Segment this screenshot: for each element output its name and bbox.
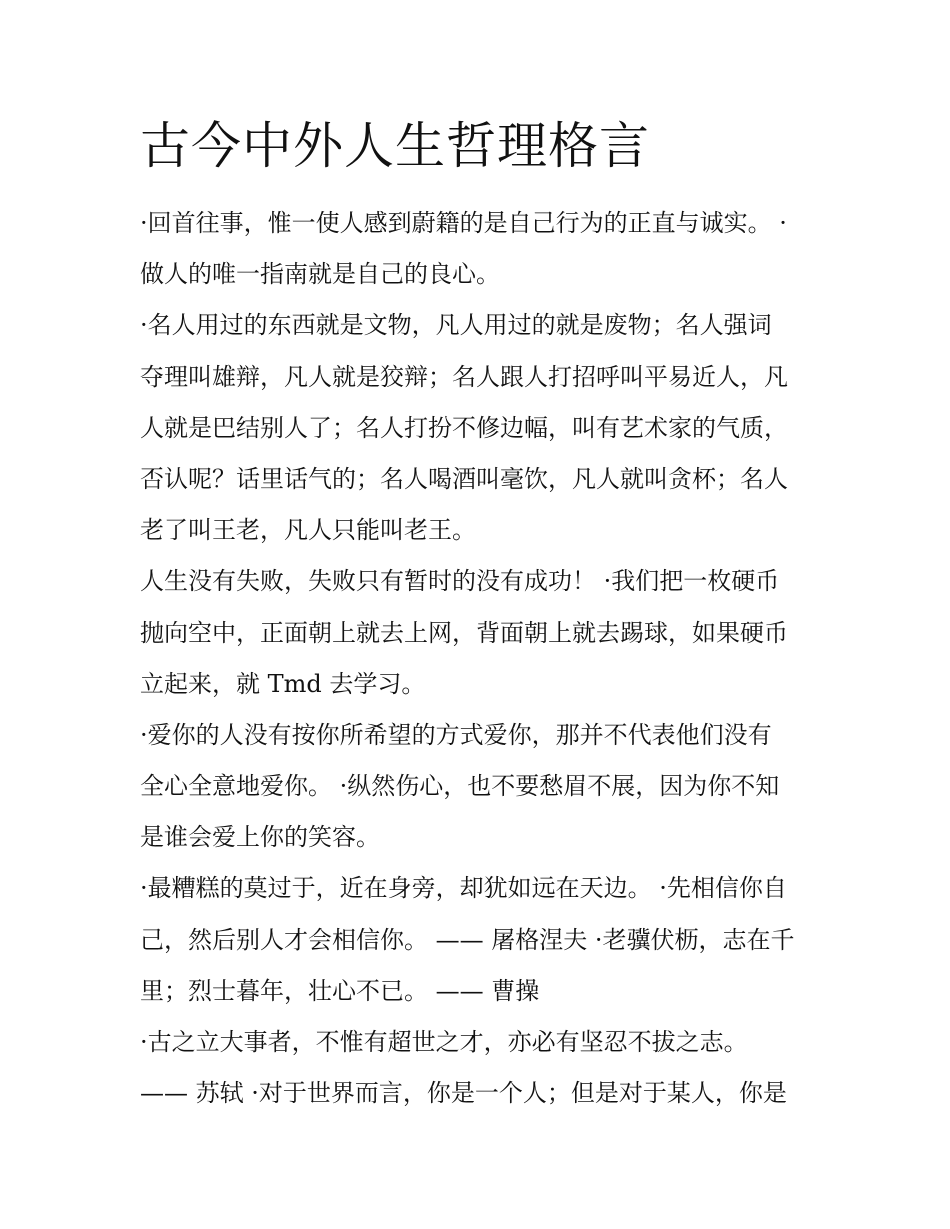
text-line: 全心全意地爱你。 ·纵然伤心，也不要愁眉不展，因为你不知 bbox=[140, 772, 780, 801]
document-title: 古今中外人生哲理格言 bbox=[140, 117, 650, 175]
text-line: 抛向空中，正面朝上就去上网，背面朝上就去踢球，如果硬币 bbox=[140, 618, 788, 647]
text-line: ·最糟糕的莫过于，近在身旁，却犹如远在天边。 ·先相信你自 bbox=[140, 874, 787, 903]
text-line: 老了叫王老，凡人只能叫老王。 bbox=[140, 516, 476, 545]
text-line: 己，然后别人才会相信你。 —— 屠格涅夫 ·老骥伏枥，志在千 bbox=[140, 925, 795, 954]
text-line: 里；烈士暮年，壮心不已。 —— 曹操 bbox=[140, 976, 540, 1005]
document-body bbox=[140, 198, 820, 1119]
text-line: ·爱你的人没有按你所希望的方式爱你，那并不代表他们没有 bbox=[140, 720, 772, 749]
text-line: 夺理叫雄辩，凡人就是狡辩；名人跟人打招呼叫平易近人，凡 bbox=[140, 362, 788, 391]
text-line: ·回首往事，惟一使人感到蔚籍的是自己行为的正直与诚实。 · bbox=[140, 209, 787, 237]
text-line: 立起来，就 Tmd 去学习。 bbox=[140, 669, 426, 698]
text-line: —— 苏轼 ·对于世界而言，你是一个人；但是对于某人，你是 bbox=[140, 1079, 787, 1108]
text-line: 否认呢？话里话气的；名人喝酒叫毫饮，凡人就叫贪杯；名人 bbox=[140, 464, 788, 493]
text-line: ·名人用过的东西就是文物，凡人用过的就是废物；名人强词 bbox=[140, 311, 772, 340]
text-line: 人生没有失败，失败只有暂时的没有成功！ ·我们把一枚硬币 bbox=[140, 567, 780, 596]
text-line: ·古之立大事者，不惟有超世之才，亦必有坚忍不拔之志。 bbox=[140, 1028, 748, 1056]
text-line: 是谁会爱上你的笑容。 bbox=[140, 823, 380, 852]
text-line: 人就是巴结别人了；名人打扮不修边幅，叫有艺术家的气质， bbox=[140, 413, 788, 442]
text-line: 做人的唯一指南就是自己的良心。 bbox=[140, 260, 500, 289]
